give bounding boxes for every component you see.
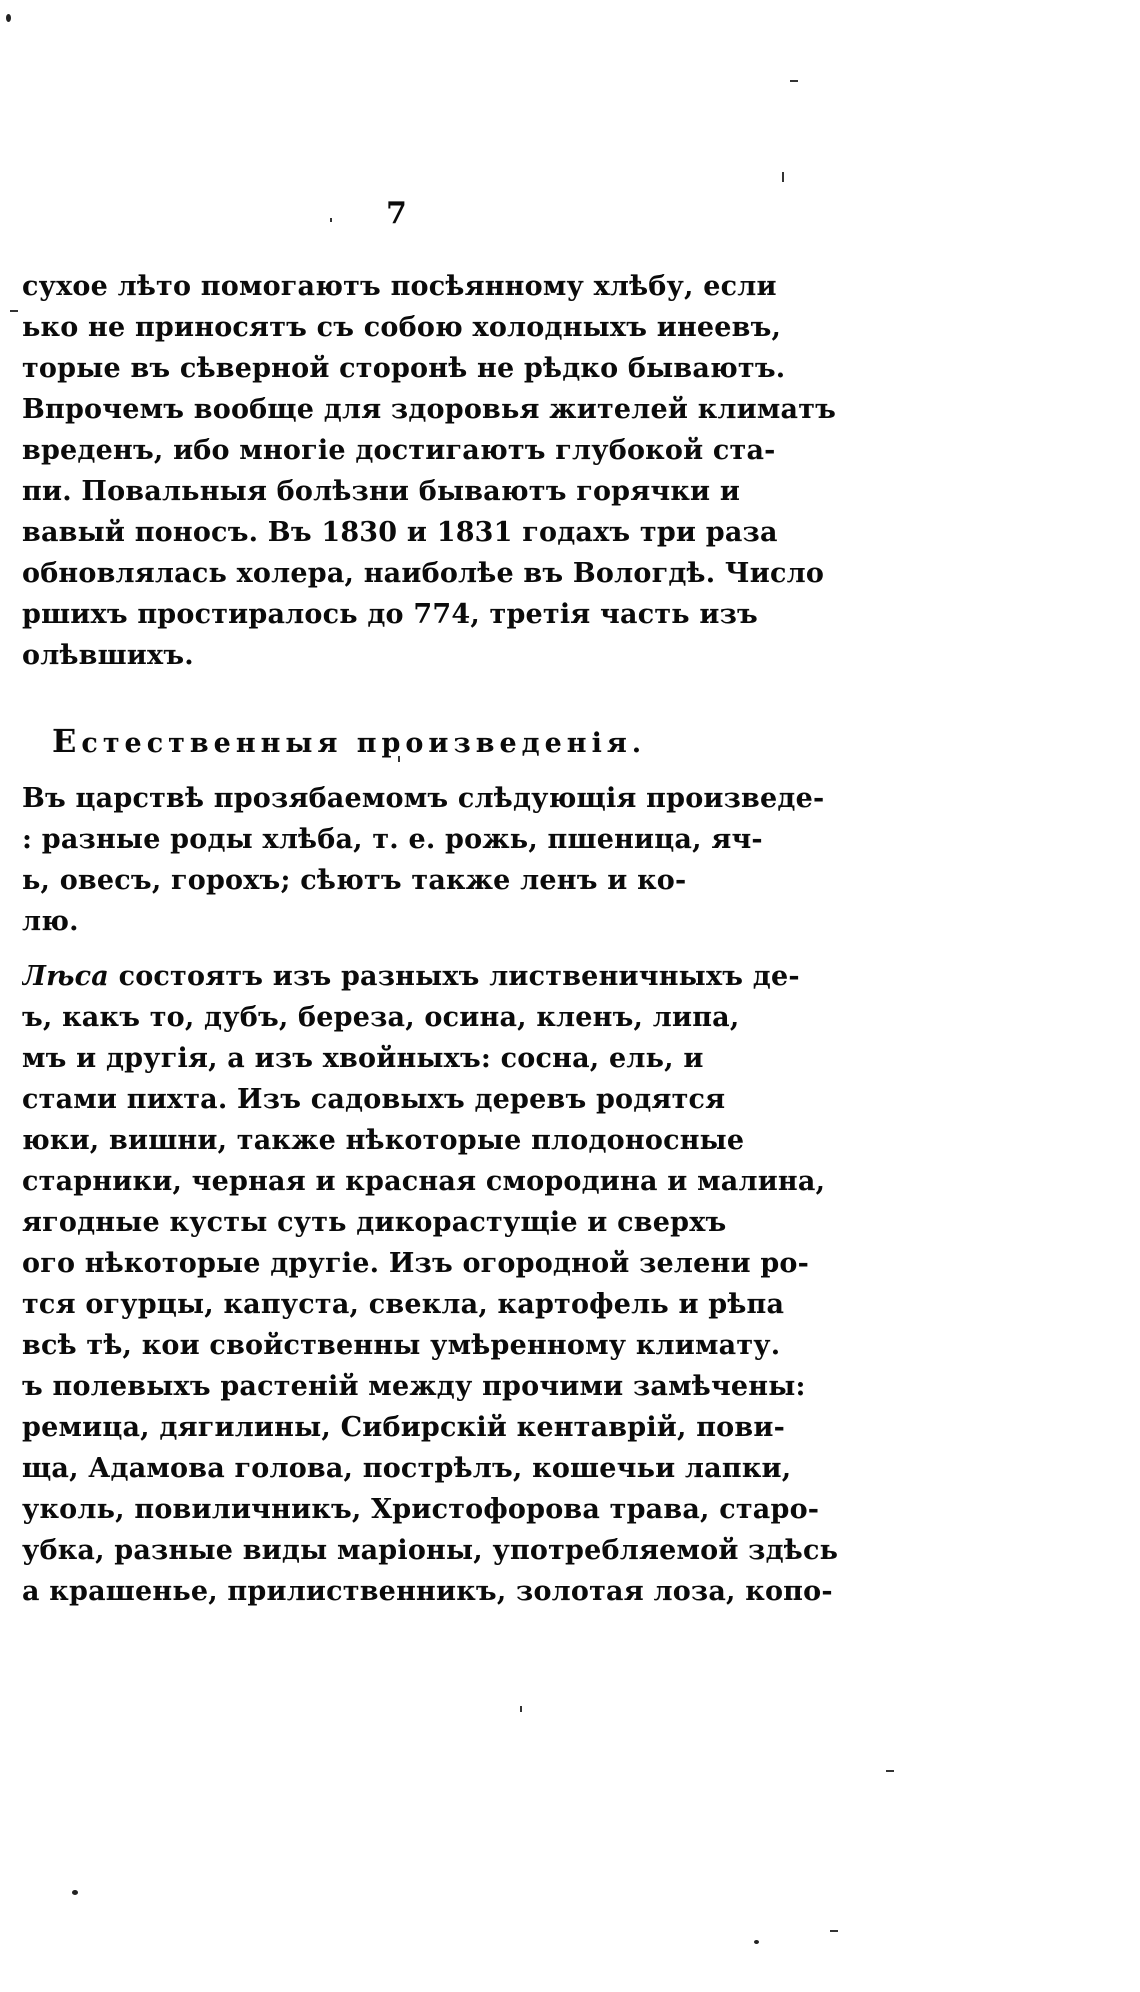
paragraph-climate <box>22 266 852 676</box>
text-line: ь, овесъ, горохъ; сѣютъ также ленъ и ко- <box>22 865 687 896</box>
text-line: вавый поносъ. Въ 1830 и 1831 годахъ три раза <box>22 517 778 548</box>
scan-speck <box>6 14 11 22</box>
text-line: стами пихта. Изъ садовыхъ деревъ родятся <box>22 1084 726 1115</box>
paragraph-plant-kingdom <box>22 778 852 942</box>
text-line: убка, разные виды маріоны, употребляемой здѣсь <box>22 1535 839 1566</box>
text-line: юки, вишни, также нѣкоторые плодоносные <box>22 1125 745 1156</box>
text-line: пи. Повальныя болѣзни бываютъ горячки и <box>22 476 741 507</box>
text-line: ремица, дягилины, Сибирскій кентаврій, пови- <box>22 1412 785 1443</box>
text-line: всѣ тѣ, кои свойственны умѣренному климату. <box>22 1330 781 1361</box>
text-line: старники, черная и красная смородина и малина, <box>22 1166 826 1197</box>
text-line: торые въ сѣверной сторонѣ не рѣдко бываютъ. <box>22 353 786 384</box>
text-line: ягодные кусты суть дикорастущіе и сверхъ <box>22 1207 727 1238</box>
text-line: ща, Адамова голова, пострѣлъ, кошечьи лапки, <box>22 1453 792 1484</box>
text-line: олѣвшихъ. <box>22 640 194 671</box>
page-number: 7 <box>386 196 407 231</box>
text-line: : разные роды хлѣба, т. е. рожь, пшеница, яч- <box>22 824 763 855</box>
text-line: а крашенье, прилиственникъ, золотая лоза, копо- <box>22 1576 833 1607</box>
section-heading <box>52 722 646 760</box>
text-line: ъ полевыхъ растеній между прочими замѣчены: <box>22 1371 806 1402</box>
text-line <box>22 956 852 997</box>
text-line: мъ и другія, а изъ хвойныхъ: сосна, ель, и <box>22 1043 704 1074</box>
scan-mark <box>830 1930 838 1932</box>
text-line: тся огурцы, капуста, свекла, картофель и рѣпа <box>22 1289 785 1320</box>
text-line: ъ, какъ то, дубъ, береза, осина, кленъ, липа, <box>22 1002 740 1033</box>
text-line: ого нѣкоторые другіе. Изъ огородной зелени ро- <box>22 1248 810 1279</box>
scan-mark <box>886 1770 894 1772</box>
scan-mark <box>330 218 332 222</box>
scan-speck <box>754 1940 759 1944</box>
heading-initial: Е <box>52 722 82 760</box>
text-line: сухое лѣто помогаютъ посѣянному хлѣбу, если <box>22 271 777 302</box>
text-line: ршихъ простиралось до 774, третія часть изъ <box>22 599 758 630</box>
text-line: обновлялась холера, наиболѣе въ Вологдѣ. Число <box>22 558 825 589</box>
scan-mark <box>520 1706 522 1712</box>
scan-mark <box>10 310 18 312</box>
text-line-rest: состоятъ изъ разныхъ лиственичныхъ де- <box>108 961 800 992</box>
text-line: Въ царствѣ прозябаемомъ слѣдующія произведе- <box>22 783 825 814</box>
italic-lead-word: Лѣса <box>22 961 109 992</box>
heading-text: стественныя произведенія. <box>81 728 647 759</box>
scan-mark <box>782 172 784 182</box>
paragraph-forests <box>22 956 852 1612</box>
text-line: уколь, повиличникъ, Христофорова трава, старо- <box>22 1494 820 1525</box>
text-line: ько не приносятъ съ собою холодныхъ инеевъ, <box>22 312 782 343</box>
text-line: Впрочемъ вообще для здоровья жителей климатъ <box>22 394 837 425</box>
scan-mark <box>790 80 798 82</box>
scan-speck <box>72 1890 78 1895</box>
text-line: лю. <box>22 906 79 937</box>
text-line: вреденъ, ибо многіе достигаютъ глубокой ста- <box>22 435 776 466</box>
